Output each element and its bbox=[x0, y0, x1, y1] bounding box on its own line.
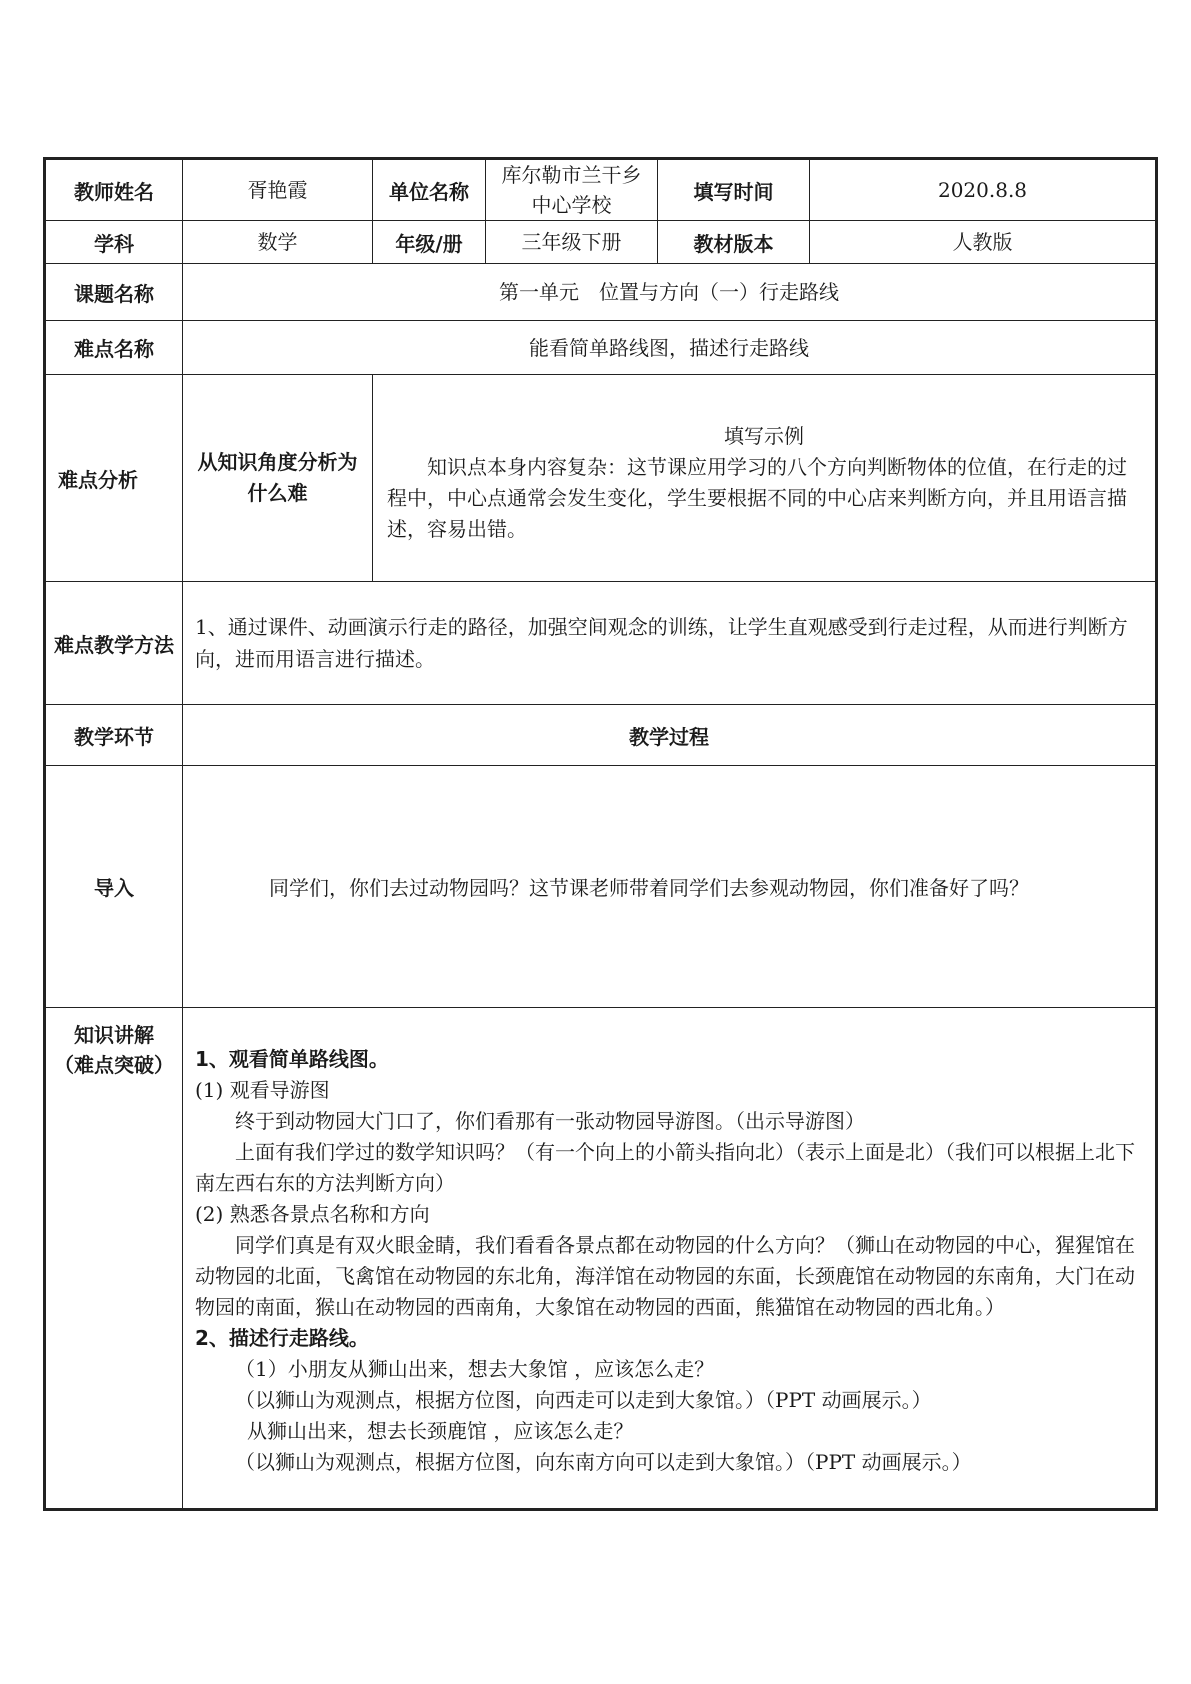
topic-label: 课题名称 bbox=[45, 264, 183, 321]
knowledge-sub-1: (1) 观看导游图 bbox=[195, 1078, 330, 1102]
unit-value: 库尔勒市兰干乡中心学校 bbox=[486, 159, 658, 221]
knowledge-label-line2: （难点突破） bbox=[54, 1053, 174, 1077]
route-question-2: 从狮山出来，想去长颈鹿馆 ，应该怎么走？ bbox=[247, 1419, 634, 1443]
lesson-plan-table bbox=[43, 157, 1158, 1511]
grade-label: 年级/册 bbox=[373, 221, 486, 264]
knowledge-label bbox=[45, 1008, 183, 1510]
knowledge-content bbox=[183, 1008, 1157, 1510]
topic-row bbox=[45, 264, 1157, 321]
method-content bbox=[183, 582, 1157, 705]
grade-value: 三年级下册 bbox=[486, 221, 658, 264]
process-section-label: 教学环节 bbox=[45, 705, 183, 766]
unit-label: 单位名称 bbox=[373, 159, 486, 221]
subject-label: 学科 bbox=[45, 221, 183, 264]
process-section-title: 教学过程 bbox=[183, 705, 1157, 766]
knowledge-label-line1: 知识讲解 bbox=[74, 1023, 154, 1047]
knowledge-row bbox=[45, 1008, 1157, 1510]
analysis-label: 难点分析 bbox=[45, 375, 183, 582]
method-row bbox=[45, 582, 1157, 705]
intro-row bbox=[45, 766, 1157, 1008]
subject-value: 数学 bbox=[183, 221, 373, 264]
analysis-row bbox=[45, 375, 1157, 582]
knowledge-paragraph-1: 终于到动物园大门口了，你们看那有一张动物园导游图。（出示导游图） bbox=[235, 1109, 865, 1133]
teacher-value: 胥艳霞 bbox=[183, 159, 373, 221]
difficulty-value: 能看简单路线图，描述行走路线 bbox=[183, 321, 1157, 375]
route-answer-1: （以狮山为观测点，根据方位图，向西走可以走到大象馆。）（PPT 动画展示。） bbox=[235, 1388, 932, 1412]
knowledge-heading-2: 2、描述行走路线。 bbox=[195, 1326, 369, 1350]
date-value: 2020.8.8 bbox=[810, 159, 1157, 221]
header-row-2 bbox=[45, 221, 1157, 264]
example-title: 填写示例 bbox=[724, 424, 804, 448]
intro-label: 导入 bbox=[45, 766, 183, 1008]
topic-value: 第一单元 位置与方向（一）行走路线 bbox=[183, 264, 1157, 321]
intro-content bbox=[183, 766, 1157, 1008]
date-label: 填写时间 bbox=[658, 159, 810, 221]
route-question-1: （1）小朋友从狮山出来，想去大象馆 ，应该怎么走？ bbox=[235, 1357, 715, 1381]
difficulty-row bbox=[45, 321, 1157, 375]
analysis-text: 知识点本身内容复杂：这节课应用学习的八个方向判断物体的位值，在行走的过程中，中心点通常会发生变化，学生要根据不同的中心店来判断方向，并且用语言描述，容易出错。 bbox=[387, 455, 1127, 541]
method-label: 难点教学方法 bbox=[45, 582, 183, 705]
knowledge-sub-2: (2) 熟悉各景点名称和方向 bbox=[195, 1202, 430, 1226]
header-row-1 bbox=[45, 159, 1157, 221]
process-header-row bbox=[45, 705, 1157, 766]
route-answer-2: （以狮山为观测点，根据方位图，向东南方向可以走到大象馆。）（PPT 动画展示。） bbox=[235, 1450, 972, 1474]
knowledge-paragraph-2: 上面有我们学过的数学知识吗？（有一个向上的小箭头指向北）（表示上面是北）（我们可以根据上北下南左西右东的方法判断方向） bbox=[195, 1140, 1135, 1195]
intro-text: 同学们，你们去过动物园吗？这节课老师带着同学们去参观动物园，你们准备好了吗？ bbox=[269, 876, 1029, 900]
analysis-sub-label: 从知识角度分析为什么难 bbox=[183, 375, 373, 582]
difficulty-label: 难点名称 bbox=[45, 321, 183, 375]
teacher-label: 教师姓名 bbox=[45, 159, 183, 221]
edition-value: 人教版 bbox=[810, 221, 1157, 264]
knowledge-heading-1: 1、观看简单路线图。 bbox=[195, 1047, 389, 1071]
analysis-content bbox=[373, 375, 1157, 582]
knowledge-paragraph-3: 同学们真是有双火眼金睛，我们看看各景点都在动物园的什么方向？（狮山在动物园的中心，猩猩馆在动物园的北面，飞禽馆在动物园的东北角，海洋馆在动物园的东面，长颈鹿馆在动物园的东南角，大门在动物园的南面，猴山在动物园的西南角，大象馆在动物园的西面，熊猫馆在动物园的西北角。） bbox=[195, 1233, 1135, 1319]
method-text: 1、通过课件、动画演示行走的路径，加强空间观念的训练，让学生直观感受到行走过程，从而进行判断方向，进而用语言进行描述。 bbox=[195, 615, 1128, 671]
edition-label: 教材版本 bbox=[658, 221, 810, 264]
